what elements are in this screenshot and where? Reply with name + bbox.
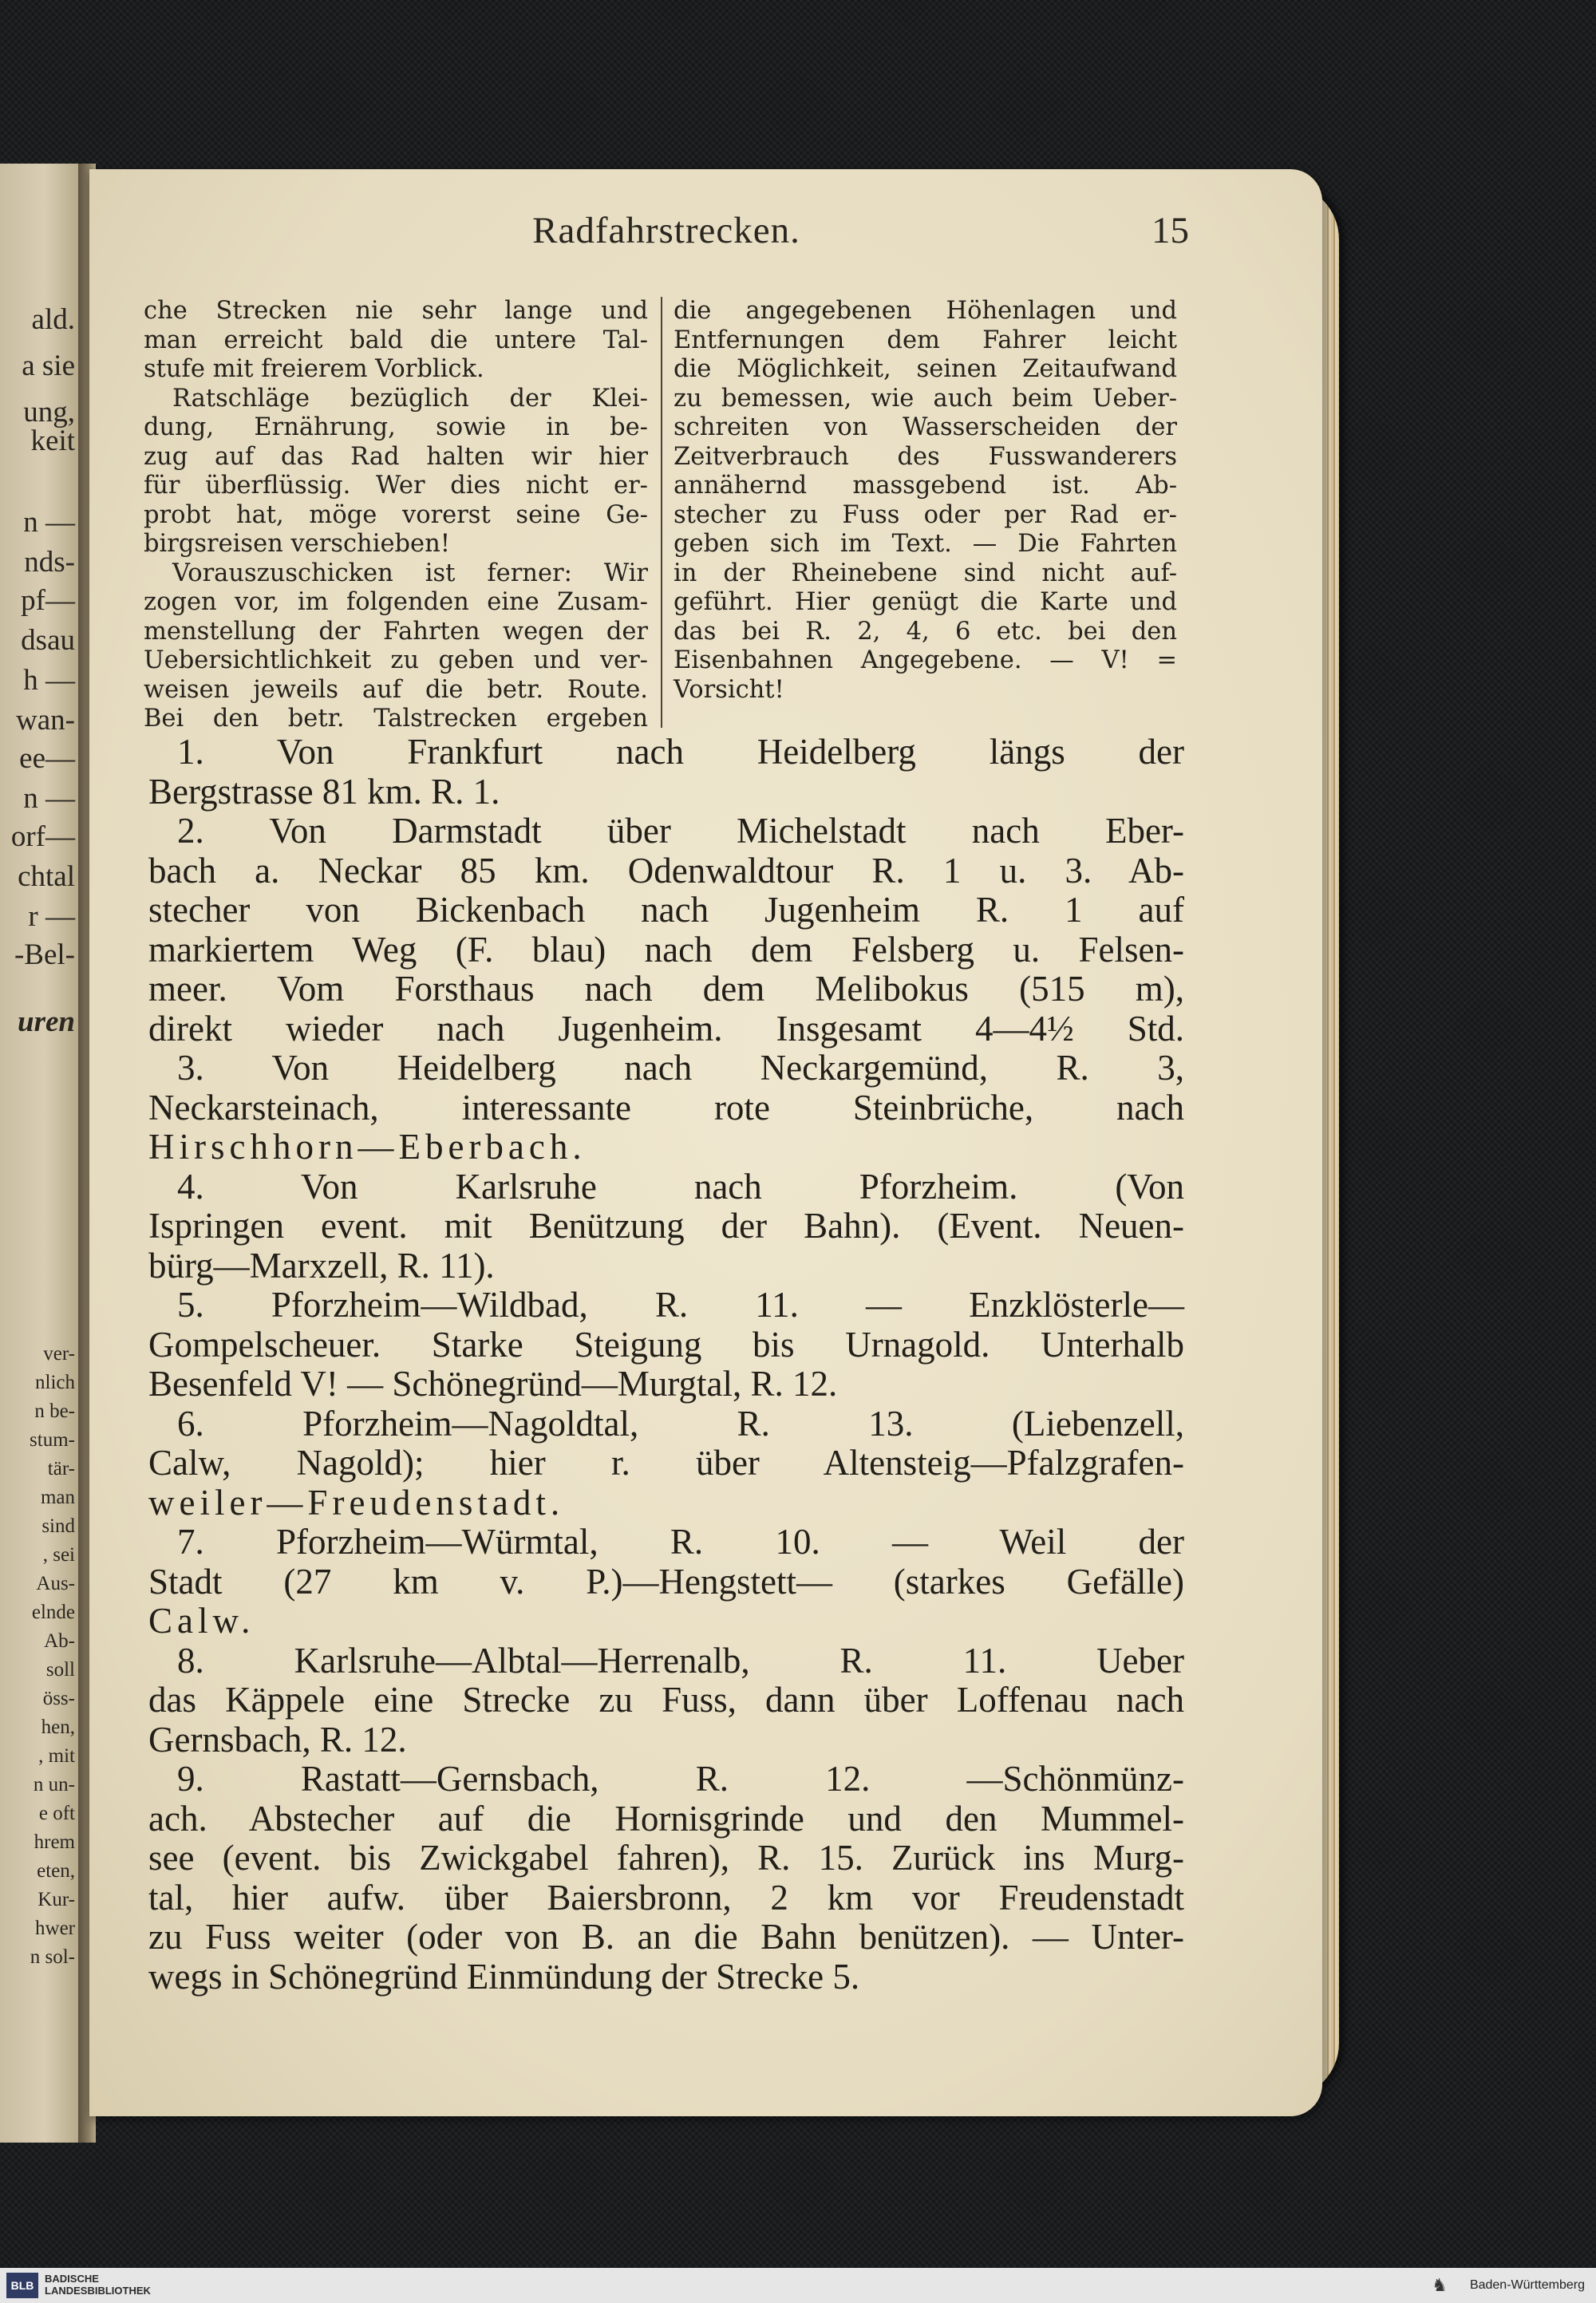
route-line: 6. Pforzheim—Nagoldtal, R. 13. (Liebenzell,: [177, 1403, 1184, 1444]
text-line: Uebersichtlichkeit zu geben und ver-: [144, 646, 648, 674]
route-line: zu Fuss weiter (oder von B. an die Bahn benützen). — Unter-: [148, 1917, 1184, 1957]
text-line: Bei den betr. Talstrecken ergeben: [144, 705, 648, 733]
facing-page-fragment: eten,: [37, 1860, 75, 1882]
text-line: zogen vor, im folgenden eine Zusam-: [144, 588, 648, 616]
route-list: [148, 733, 1184, 1997]
facing-page-fragment: orf—: [10, 820, 75, 853]
route-line: meer. Vom Forsthaus nach dem Melibokus (515 m),: [148, 969, 1184, 1009]
text-line: probt hat, möge vorerst seine Ge-: [144, 500, 648, 529]
right-column: [674, 297, 1177, 705]
text-line: Entfernungen dem Fahrer leicht: [674, 326, 1177, 354]
facing-page-fragment: n —: [23, 506, 75, 539]
route-line: Gompelscheuer. Starke Steigung bis Urnagold. Unterhalb: [148, 1324, 1184, 1365]
facing-page-fragment: keit: [30, 425, 75, 457]
route-line: das Käppele eine Strecke zu Fuss, dann über Loffenau nach: [148, 1680, 1184, 1720]
facing-page-fragment: n un-: [33, 1774, 75, 1795]
text-line: Vorauszuschicken ist ferner: Wir: [172, 559, 648, 587]
facing-page-fragment: nlich: [35, 1372, 75, 1393]
route-line: ach. Abstecher auf die Hornisgrinde und den Mummel-: [148, 1798, 1184, 1839]
facing-page-fragment: e oft: [38, 1803, 75, 1824]
route-line: Ispringen event. mit Benützung der Bahn). (Event. Neuen-: [148, 1206, 1184, 1246]
facing-page-fragment: ung,: [23, 396, 75, 429]
two-column-intro: [144, 297, 1177, 740]
text-line: in der Rheinebene sind nicht auf-: [674, 559, 1177, 587]
facing-page-fragment: n —: [23, 782, 75, 815]
text-line: man erreicht bald die untere Tal-: [144, 326, 648, 354]
facing-page-fragment: pf—: [21, 584, 75, 617]
facing-page-fragment: , sei: [42, 1544, 75, 1566]
route-line: 9. Rastatt—Gernsbach, R. 12. —Schönmünz-: [177, 1759, 1184, 1799]
text-line: die angegebenen Höhenlagen und: [674, 297, 1177, 325]
facing-page-fragment: tär-: [47, 1458, 75, 1479]
text-line: Zeitverbrauch des Fusswanderers: [674, 442, 1177, 471]
route-line: 4. Von Karlsruhe nach Pforzheim. (Von: [177, 1166, 1184, 1207]
route-line: weiler—Freudenstadt.: [148, 1482, 565, 1523]
route-line: Calw.: [148, 1601, 255, 1641]
text-line: stecher zu Fuss oder per Rad er-: [674, 500, 1177, 529]
route-line: Bergstrasse 81 km. R. 1.: [148, 771, 500, 812]
coat-of-arms-icon: ♞: [1432, 2275, 1448, 2295]
facing-page-fragment: a sie: [22, 350, 75, 382]
route-line: markiertem Weg (F. blau) nach dem Felsberg u. Felsen-: [148, 929, 1184, 970]
footer-bar: [0, 2268, 1596, 2303]
text-line: Ratschläge bezüglich der Klei-: [172, 384, 648, 413]
text-line: weisen jeweils auf die betr. Route.: [144, 675, 648, 704]
text-line: zu bemessen, wie auch beim Ueber-: [674, 384, 1177, 413]
route-line: Besenfeld V! — Schönegründ—Murgtal, R. 12.: [148, 1364, 838, 1404]
facing-page-fragment: , mit: [38, 1745, 75, 1767]
text-line: Eisenbahnen Angegebene. — V! =: [674, 646, 1177, 674]
library-name-line: LANDESBIBLIOTHEK: [45, 2285, 151, 2297]
library-name-line: BADISCHE: [45, 2273, 99, 2285]
facing-page-fragment: ver-: [43, 1343, 75, 1365]
facing-page-fragment: ee—: [19, 742, 75, 775]
route-line: 3. Von Heidelberg nach Neckargemünd, R. 3,: [177, 1048, 1184, 1088]
column-rule: [661, 297, 662, 728]
facing-page-fragment: nds-: [24, 546, 75, 579]
route-line: wegs in Schönegründ Einmündung der Strecke 5.: [148, 1956, 860, 1997]
facing-page-fragment: chtal: [18, 860, 75, 893]
text-line: birgsreisen verschieben!: [144, 530, 450, 558]
blb-logo[interactable]: BLB: [6, 2273, 38, 2298]
facing-page-fragment: soll: [45, 1659, 75, 1681]
facing-page-fragment: man: [40, 1487, 75, 1508]
left-column: [144, 297, 648, 734]
route-line: Neckarsteinach, interessante rote Steinbrüche, nach: [148, 1087, 1184, 1128]
sponsor-name[interactable]: Baden-Württemberg: [1469, 2278, 1585, 2292]
page-title: Radfahrstrecken.: [532, 210, 800, 251]
route-line: 8. Karlsruhe—Albtal—Herrenalb, R. 11. Ueber: [177, 1640, 1184, 1681]
text-line: dung, Ernährung, sowie in be-: [144, 413, 648, 441]
facing-page-fragment: Kur-: [38, 1889, 75, 1910]
route-line: 5. Pforzheim—Wildbad, R. 11. — Enzklösterle—: [177, 1285, 1184, 1325]
facing-page-fragment: stum-: [30, 1429, 75, 1451]
facing-page-fragment: -Bel-: [14, 938, 75, 971]
text-line: zug auf das Rad halten wir hier: [144, 442, 648, 471]
facing-page-fragment: hrem: [34, 1831, 75, 1853]
route-line: see (event. bis Zwickgabel fahren), R. 15. Zurück ins Murg-: [148, 1838, 1184, 1878]
text-line: schreiten von Wasserscheiden der: [674, 413, 1177, 441]
facing-page-fragment: n be-: [34, 1400, 75, 1422]
route-line: bürg—Marxzell, R. 11).: [148, 1245, 495, 1286]
route-line: Stadt (27 km v. P.)—Hengstett— (starkes Gefälle): [148, 1561, 1184, 1602]
text-line: stufe mit freierem Vorblick.: [144, 355, 484, 383]
facing-page-fragment: ald.: [31, 303, 75, 336]
facing-page-fragment: elnde: [31, 1602, 75, 1623]
facing-page-fragment: wan-: [16, 704, 75, 737]
page-number: 15: [1152, 210, 1189, 251]
facing-page-fragment: Ab-: [44, 1630, 75, 1652]
route-line: 1. Von Frankfurt nach Heidelberg längs der: [177, 732, 1184, 772]
text-line: geben sich im Text. — Die Fahrten: [674, 530, 1177, 558]
route-line: bach a. Neckar 85 km. Odenwaldtour R. 1 u. 3. Ab-: [148, 850, 1184, 891]
route-line: stecher von Bickenbach nach Jugenheim R. 1 auf: [148, 890, 1184, 930]
facing-page-fragment: uren: [18, 1005, 75, 1038]
route-line: 2. Von Darmstadt über Michelstadt nach Eber-: [177, 811, 1184, 851]
facing-page-edge: [0, 164, 81, 2143]
route-line: direkt wieder nach Jugenheim. Insgesamt 4—4½ Std.: [148, 1008, 1184, 1049]
facing-page-fragment: r —: [28, 900, 75, 933]
text-line: das bei R. 2, 4, 6 etc. bei den: [674, 617, 1177, 646]
text-line: die Möglichkeit, seinen Zeitaufwand: [674, 355, 1177, 383]
facing-page-fragment: sind: [41, 1515, 75, 1537]
route-line: 7. Pforzheim—Würmtal, R. 10. — Weil der: [177, 1522, 1184, 1562]
text-line: annähernd massgebend ist. Ab-: [674, 472, 1177, 500]
facing-page-fragment: hen,: [41, 1716, 75, 1738]
text-line: menstellung der Fahrten wegen der: [144, 617, 648, 646]
facing-page-fragment: öss-: [42, 1688, 75, 1709]
running-head: [144, 209, 1189, 257]
facing-page-fragment: hwer: [35, 1918, 75, 1939]
route-line: Calw, Nagold); hier r. über Altensteig—Pfalzgrafen-: [148, 1443, 1184, 1483]
facing-page-fragment: Aus-: [36, 1573, 75, 1594]
text-line: für überflüssig. Wer dies nicht er-: [144, 472, 648, 500]
facing-page-fragment: n sol-: [30, 1946, 75, 1968]
text-line: Vorsicht!: [674, 675, 784, 704]
text-line: che Strecken nie sehr lange und: [144, 297, 648, 325]
route-line: Gernsbach, R. 12.: [148, 1719, 407, 1760]
facing-page-fragment: dsau: [21, 624, 75, 657]
route-line: Hirschhorn—Eberbach.: [148, 1127, 587, 1167]
library-name[interactable]: [45, 2273, 151, 2297]
route-line: tal, hier aufw. über Baiersbronn, 2 km vor Freudenstadt: [148, 1877, 1184, 1918]
facing-page-fragment: h —: [23, 664, 75, 697]
text-line: geführt. Hier genügt die Karte und: [674, 588, 1177, 616]
